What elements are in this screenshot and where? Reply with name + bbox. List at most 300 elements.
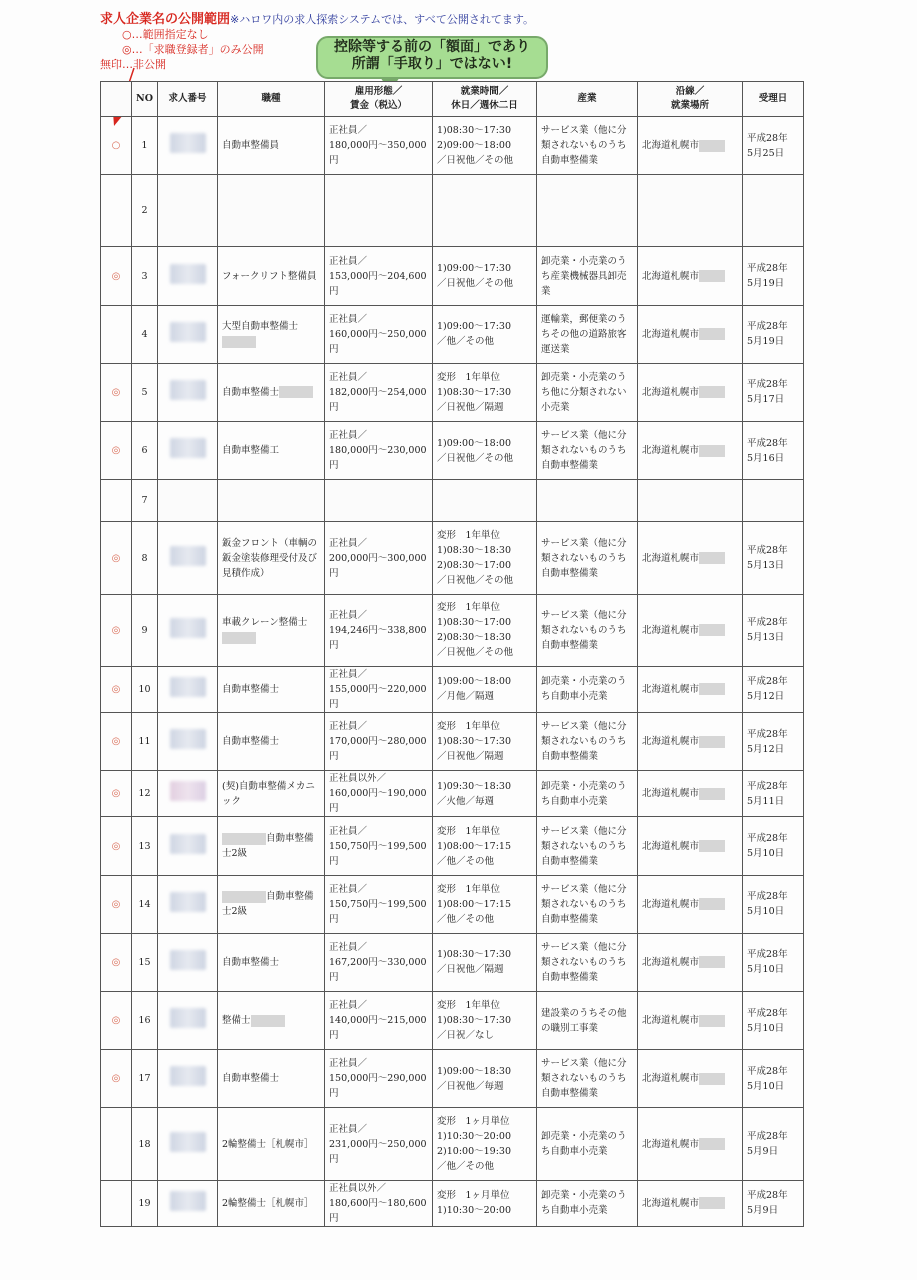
date-text: 平成28年 5月9日 — [747, 1131, 788, 1158]
table-row — [101, 713, 804, 771]
employment-wage-cell — [325, 1108, 433, 1180]
industry-cell — [537, 875, 638, 933]
header-hours-l2: 休日／週休二日 — [451, 100, 518, 111]
occupation-text: 大型自動車整備士 — [222, 321, 299, 333]
redaction-mask — [699, 445, 725, 457]
job-number-masked — [158, 117, 218, 175]
ind-text: 卸売業・小売業のうち自動車小売業 — [541, 1131, 627, 1158]
location-text: 北海道札幌市 — [642, 683, 700, 695]
ind-text: 卸売業・小売業のうち自動車小売業 — [541, 1190, 627, 1217]
location-cell — [638, 666, 743, 712]
blurred-job-number — [170, 133, 206, 153]
working-hours-cell — [433, 422, 537, 480]
ind-text: 卸売業・小売業のうち産業機械器具卸売業 — [541, 255, 627, 297]
location-cell — [638, 875, 743, 933]
ind-text: 卸売業・小売業のうち他に分類されない小売業 — [541, 371, 627, 413]
blurred-job-number — [170, 618, 206, 638]
working-hours-cell — [433, 594, 537, 666]
row-number: 10 — [132, 666, 158, 712]
location-cell — [638, 933, 743, 991]
redaction-mask — [279, 386, 313, 398]
job-number-masked — [158, 594, 218, 666]
occupation-text: 2輪整備士［札幌市］ — [222, 1138, 314, 1150]
location-cell — [638, 522, 743, 594]
industry-cell — [537, 817, 638, 875]
occupation-cell — [218, 247, 325, 305]
occupation-text: 自動車整備士 — [222, 683, 280, 695]
accept-date-cell — [743, 1180, 804, 1226]
public-scope-mark: ◎ — [101, 422, 132, 480]
industry-cell — [537, 363, 638, 421]
header-industry: 産業 — [537, 82, 638, 117]
occupation-text: 鈑金フロント（車輌の鈑金塗装修理受付及び見積作成） — [222, 537, 318, 579]
occupation-text: (契)自動車整備メカニック — [222, 780, 315, 807]
public-scope-mark — [101, 1180, 132, 1226]
hours-text: 1)08:30～17:30 ／日祝他／隔週 — [437, 949, 512, 976]
redaction-mask — [699, 1015, 725, 1027]
occupation-cell — [218, 422, 325, 480]
job-number-masked — [158, 1050, 218, 1108]
employment-wage-cell — [325, 117, 433, 175]
table-row — [101, 117, 804, 175]
occupation-cell — [218, 522, 325, 594]
public-scope-mark: ◎ — [101, 1050, 132, 1108]
ind-text: サービス業（他に分類されないものうち自動車整備業 — [541, 430, 627, 472]
occupation-cell — [218, 305, 325, 363]
table-row — [101, 247, 804, 305]
table-row — [101, 992, 804, 1050]
working-hours-cell — [433, 771, 537, 817]
table-row — [101, 1180, 804, 1226]
blurred-job-number — [170, 1008, 206, 1028]
location-text: 北海道札幌市 — [642, 788, 700, 800]
row-number: 12 — [132, 771, 158, 817]
job-number-masked — [158, 771, 218, 817]
location-text: 北海道札幌市 — [642, 445, 700, 457]
redaction-mask — [251, 1015, 285, 1027]
emp-text: 正社員／ 170,000円～280,000円 — [329, 721, 427, 763]
redaction-mask — [222, 336, 256, 348]
table-row — [101, 175, 804, 247]
public-scope-mark: ◎ — [101, 771, 132, 817]
location-text: 北海道札幌市 — [642, 898, 700, 910]
header-job-number: 求人番号 — [158, 82, 218, 117]
blurred-job-number — [170, 1132, 206, 1152]
redaction-mask — [222, 632, 256, 644]
ind-text: サービス業（他に分類されないものうち自動車整備業 — [541, 825, 627, 867]
job-number-masked — [158, 422, 218, 480]
industry-cell — [537, 933, 638, 991]
legend-note: ※ハロワ内の求人探索システムでは、すべて公開されてます。 — [230, 13, 535, 26]
public-scope-mark: ◎ — [101, 247, 132, 305]
employment-wage-cell — [325, 666, 433, 712]
employment-wage-cell — [325, 175, 433, 247]
accept-date-cell — [743, 522, 804, 594]
emp-text: 正社員／ 153,000円～204,600円 — [329, 255, 427, 297]
employment-wage-cell — [325, 247, 433, 305]
occupation-text: 自動車整備士 — [222, 956, 280, 968]
employment-wage-cell — [325, 875, 433, 933]
date-text: 平成28年 5月13日 — [747, 617, 788, 644]
occupation-cell — [218, 1180, 325, 1226]
blurred-job-number — [170, 781, 206, 801]
row-number: 4 — [132, 305, 158, 363]
emp-text: 正社員／ 180,000円～230,000円 — [329, 430, 427, 472]
hours-text: 変形 1年単位 1)08:30～18:30 2)08:30～17:00 ／日祝他／その他 — [437, 530, 514, 587]
job-number-masked — [158, 817, 218, 875]
redaction-mask — [699, 386, 725, 398]
redaction-mask — [699, 270, 725, 282]
occupation-text: 自動車整備工 — [222, 445, 280, 457]
date-text: 平成28年 5月11日 — [747, 780, 788, 807]
occupation-text: 自動車整備士 — [222, 736, 280, 748]
working-hours-cell — [433, 480, 537, 522]
header-occupation: 職種 — [218, 82, 325, 117]
header-employment-l1: 雇用形態／ — [354, 86, 403, 97]
date-text: 平成28年 5月12日 — [747, 676, 788, 703]
table-row — [101, 305, 804, 363]
job-number-masked — [158, 305, 218, 363]
occupation-cell — [218, 1108, 325, 1180]
date-text: 平成28年 5月13日 — [747, 545, 788, 572]
working-hours-cell — [433, 713, 537, 771]
ind-text: 建設業のうちその他の職別工事業 — [541, 1007, 627, 1034]
row-number: 3 — [132, 247, 158, 305]
working-hours-cell — [433, 875, 537, 933]
accept-date-cell — [743, 117, 804, 175]
job-listing-table — [100, 81, 804, 1227]
table-row — [101, 817, 804, 875]
emp-text: 正社員／ 160,000円～250,000円 — [329, 313, 427, 355]
header-location-l2: 就業場所 — [670, 100, 709, 111]
emp-text: 正社員以外／ 180,600円～180,600円 — [329, 1182, 427, 1224]
industry-cell — [537, 305, 638, 363]
occupation-cell — [218, 933, 325, 991]
blurred-job-number — [170, 950, 206, 970]
date-text: 平成28年 5月17日 — [747, 379, 788, 406]
location-cell — [638, 422, 743, 480]
row-number: 14 — [132, 875, 158, 933]
header-employment-l2: 賃金（税込） — [349, 100, 407, 111]
accept-date-cell — [743, 480, 804, 522]
hours-text: 変形 1年単位 1)08:00～17:15 ／他／その他 — [437, 825, 512, 867]
header-no: NO — [132, 82, 158, 117]
location-cell — [638, 480, 743, 522]
occupation-cell — [218, 594, 325, 666]
working-hours-cell — [433, 1050, 537, 1108]
location-text: 北海道札幌市 — [642, 1073, 700, 1085]
redaction-mask — [699, 898, 725, 910]
accept-date-cell — [743, 817, 804, 875]
row-number: 16 — [132, 992, 158, 1050]
location-text: 北海道札幌市 — [642, 624, 700, 636]
employment-wage-cell — [325, 522, 433, 594]
blurred-job-number — [170, 1066, 206, 1086]
hours-text: 変形 1ヶ月単位 1)10:30～20:00 2)10:00～19:30 ／他／その他 — [437, 1116, 512, 1173]
emp-text: 正社員／ 182,000円～254,000円 — [329, 371, 427, 413]
public-scope-mark — [101, 305, 132, 363]
blurred-job-number — [170, 264, 206, 284]
industry-cell — [537, 1108, 638, 1180]
occupation-cell — [218, 992, 325, 1050]
location-cell — [638, 817, 743, 875]
date-text: 平成28年 5月10日 — [747, 1065, 788, 1092]
redaction-mask — [699, 328, 725, 340]
blurred-job-number — [170, 729, 206, 749]
ind-text: 運輸業，郵便業のうちその他の道路旅客運送業 — [541, 313, 627, 355]
date-text: 平成28年 5月25日 — [747, 132, 788, 159]
occupation-cell — [218, 1050, 325, 1108]
table-row — [101, 771, 804, 817]
location-text: 北海道札幌市 — [642, 270, 700, 282]
occupation-cell — [218, 175, 325, 247]
table-row — [101, 1050, 804, 1108]
occupation-text: 車載クレーン整備士 — [222, 617, 308, 629]
working-hours-cell — [433, 247, 537, 305]
industry-cell — [537, 666, 638, 712]
occupation-cell — [218, 480, 325, 522]
working-hours-cell — [433, 992, 537, 1050]
employment-wage-cell — [325, 594, 433, 666]
occupation-text: 自動車整備士2級 — [222, 833, 314, 860]
table-body — [101, 117, 804, 1227]
hours-text: 変形 1年単位 1)08:30～17:30 ／日祝他／隔週 — [437, 371, 512, 413]
job-number-masked — [158, 522, 218, 594]
industry-cell — [537, 522, 638, 594]
emp-text: 正社員以外／ 160,000円～190,000円 — [329, 773, 427, 815]
table-row — [101, 422, 804, 480]
table-row — [101, 875, 804, 933]
occupation-cell — [218, 713, 325, 771]
table-row — [101, 522, 804, 594]
location-cell — [638, 713, 743, 771]
industry-cell — [537, 771, 638, 817]
accept-date-cell — [743, 666, 804, 712]
public-scope-mark: ◎ — [101, 713, 132, 771]
location-cell — [638, 305, 743, 363]
industry-cell — [537, 713, 638, 771]
employment-wage-cell — [325, 1050, 433, 1108]
location-cell — [638, 771, 743, 817]
occupation-text: 自動車整備士 — [222, 386, 280, 398]
row-number: 2 — [132, 175, 158, 247]
public-scope-mark: ◎ — [101, 875, 132, 933]
callout-bubble — [316, 36, 548, 79]
location-text: 北海道札幌市 — [642, 736, 700, 748]
location-text: 北海道札幌市 — [642, 328, 700, 340]
public-scope-mark: ◎ — [101, 666, 132, 712]
legend-mark-none: 無印…非公開 — [100, 58, 166, 71]
public-scope-mark: ◎ — [101, 594, 132, 666]
location-text: 北海道札幌市 — [642, 840, 700, 852]
row-number: 13 — [132, 817, 158, 875]
public-scope-mark: ◎ — [101, 992, 132, 1050]
industry-cell — [537, 117, 638, 175]
hours-text: 1)09:00～18:00 ／日祝他／その他 — [437, 437, 514, 464]
location-text: 北海道札幌市 — [642, 1197, 700, 1209]
industry-cell — [537, 422, 638, 480]
blurred-job-number — [170, 380, 206, 400]
callout-line2: 所謂「手取り」ではない! — [351, 56, 513, 72]
job-number-masked — [158, 713, 218, 771]
public-scope-mark: ◎ — [101, 817, 132, 875]
working-hours-cell — [433, 175, 537, 247]
ind-text: サービス業（他に分類されないものうち自動車整備業 — [541, 941, 627, 983]
hours-text: 変形 1ヶ月単位 1)10:30～20:00 — [437, 1190, 512, 1217]
location-text: 北海道札幌市 — [642, 1015, 700, 1027]
emp-text: 正社員／ 194,246円～338,800円 — [329, 609, 427, 651]
job-number-masked — [158, 363, 218, 421]
industry-cell — [537, 594, 638, 666]
occupation-text: 2輪整備士［札幌市］ — [222, 1197, 314, 1209]
industry-cell — [537, 480, 638, 522]
date-text: 平成28年 5月10日 — [747, 1007, 788, 1034]
redaction-mask — [699, 1197, 725, 1209]
location-cell — [638, 247, 743, 305]
job-number-masked — [158, 1180, 218, 1226]
hours-text: 1)09:30～18:30 ／火他／毎週 — [437, 780, 512, 807]
job-number-masked — [158, 175, 218, 247]
location-cell — [638, 1050, 743, 1108]
working-hours-cell — [433, 666, 537, 712]
date-text: 平成28年 5月10日 — [747, 949, 788, 976]
table-row — [101, 480, 804, 522]
location-text: 北海道札幌市 — [642, 956, 700, 968]
accept-date-cell — [743, 875, 804, 933]
job-number-masked — [158, 1108, 218, 1180]
employment-wage-cell — [325, 992, 433, 1050]
accept-date-cell — [743, 1108, 804, 1180]
location-cell — [638, 117, 743, 175]
hours-text: 変形 1年単位 1)08:00～17:15 ／他／その他 — [437, 883, 512, 925]
row-number: 19 — [132, 1180, 158, 1226]
employment-wage-cell — [325, 817, 433, 875]
public-scope-mark — [101, 1108, 132, 1180]
header-location-l1: 沿線／ — [675, 86, 705, 97]
accept-date-cell — [743, 1050, 804, 1108]
header-hours — [433, 82, 537, 117]
location-cell — [638, 1180, 743, 1226]
location-text: 北海道札幌市 — [642, 386, 700, 398]
occupation-cell — [218, 117, 325, 175]
working-hours-cell — [433, 817, 537, 875]
table-row — [101, 666, 804, 712]
row-number: 18 — [132, 1108, 158, 1180]
ind-text: サービス業（他に分類されないものうち自動車整備業 — [541, 1058, 627, 1100]
date-text: 平成28年 5月19日 — [747, 321, 788, 348]
row-number: 11 — [132, 713, 158, 771]
working-hours-cell — [433, 522, 537, 594]
emp-text: 正社員／ 180,000円～350,000円 — [329, 125, 427, 167]
public-scope-mark: ◎ — [101, 522, 132, 594]
redaction-mask — [699, 683, 725, 695]
row-number: 9 — [132, 594, 158, 666]
header-location — [638, 82, 743, 117]
blurred-job-number — [170, 892, 206, 912]
redaction-mask — [699, 736, 725, 748]
working-hours-cell — [433, 933, 537, 991]
employment-wage-cell — [325, 480, 433, 522]
location-text: 北海道札幌市 — [642, 140, 700, 152]
employment-wage-cell — [325, 771, 433, 817]
table-row — [101, 933, 804, 991]
accept-date-cell — [743, 771, 804, 817]
ind-text: サービス業（他に分類されないものうち自動車整備業 — [541, 537, 627, 579]
accept-date-cell — [743, 247, 804, 305]
location-cell — [638, 1108, 743, 1180]
date-text: 平成28年 5月16日 — [747, 437, 788, 464]
occupation-text: フォークリフト整備員 — [222, 270, 317, 282]
industry-cell — [537, 247, 638, 305]
location-text: 北海道札幌市 — [642, 1138, 700, 1150]
hours-text: 変形 1年単位 1)08:30～17:30 ／日祝／なし — [437, 1000, 512, 1042]
job-number-masked — [158, 666, 218, 712]
employment-wage-cell — [325, 363, 433, 421]
redaction-mask — [699, 552, 725, 564]
occupation-cell — [218, 771, 325, 817]
legend-title: 求人企業名の公開範囲 — [100, 12, 231, 27]
occupation-text: 自動車整備士2級 — [222, 891, 314, 918]
public-scope-mark — [101, 480, 132, 522]
occupation-cell — [218, 363, 325, 421]
location-cell — [638, 363, 743, 421]
industry-cell — [537, 175, 638, 247]
accept-date-cell — [743, 175, 804, 247]
blurred-job-number — [170, 677, 206, 697]
legend-mark-registered: ◎…「求職登録者」のみ公開 — [122, 43, 264, 56]
date-text: 平成28年 5月9日 — [747, 1190, 788, 1217]
table-row — [101, 1108, 804, 1180]
accept-date-cell — [743, 422, 804, 480]
ind-text: サービス業（他に分類されないものうち自動車整備業 — [541, 609, 627, 651]
date-text: 平成28年 5月19日 — [747, 263, 788, 290]
ind-text: 卸売業・小売業のうち自動車小売業 — [541, 676, 627, 703]
table-row — [101, 594, 804, 666]
emp-text: 正社員／ 231,000円～250,000円 — [329, 1123, 427, 1165]
redaction-mask — [222, 891, 266, 903]
occupation-text: 自動車整備士 — [222, 1073, 280, 1085]
emp-text: 正社員／ 140,000円～215,000円 — [329, 1000, 427, 1042]
industry-cell — [537, 992, 638, 1050]
occupation-text: 自動車整備員 — [222, 140, 280, 152]
job-number-masked — [158, 480, 218, 522]
blurred-job-number — [170, 834, 206, 854]
header-date: 受理日 — [743, 82, 804, 117]
table-row — [101, 363, 804, 421]
date-text: 平成28年 5月12日 — [747, 728, 788, 755]
public-scope-mark: ◎ — [101, 933, 132, 991]
occupation-cell — [218, 817, 325, 875]
accept-date-cell — [743, 713, 804, 771]
working-hours-cell — [433, 117, 537, 175]
hours-text: 1)08:30～17:30 2)09:00～18:00 ／日祝他／その他 — [437, 125, 514, 167]
redaction-mask — [699, 1138, 725, 1150]
ind-text: サービス業（他に分類されないものうち自動車整備業 — [541, 125, 627, 167]
legend-mark-open: ○…範囲指定なし — [122, 28, 209, 41]
row-number: 15 — [132, 933, 158, 991]
working-hours-cell — [433, 1180, 537, 1226]
employment-wage-cell — [325, 305, 433, 363]
legend-title-line — [100, 12, 534, 27]
redaction-mask — [699, 140, 725, 152]
redaction-mask — [699, 840, 725, 852]
accept-date-cell — [743, 594, 804, 666]
job-number-masked — [158, 875, 218, 933]
job-number-masked — [158, 992, 218, 1050]
ind-text: サービス業（他に分類されないものうち自動車整備業 — [541, 883, 627, 925]
working-hours-cell — [433, 1108, 537, 1180]
working-hours-cell — [433, 305, 537, 363]
